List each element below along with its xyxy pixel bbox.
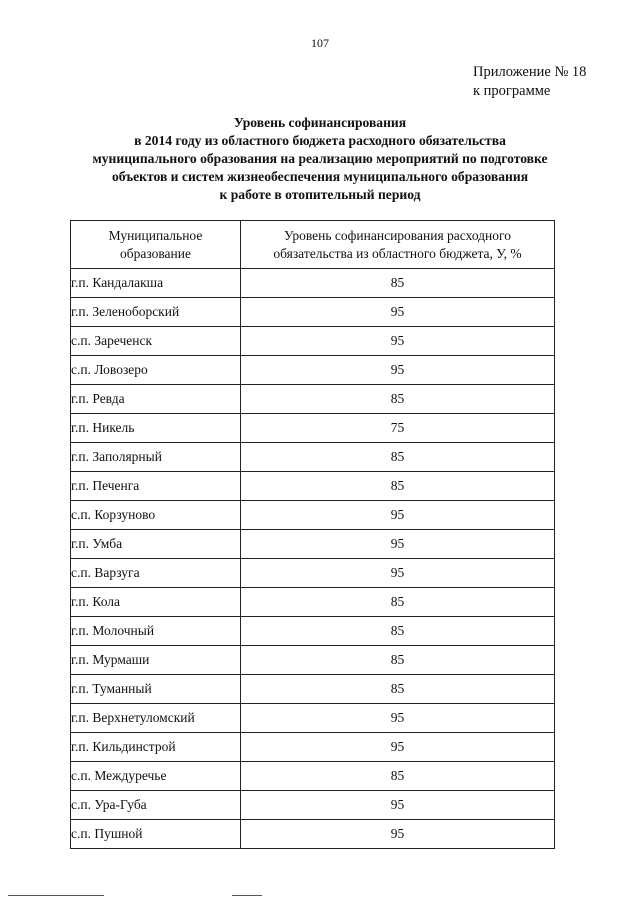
cofinancing-value-cell: 85 [241,443,555,472]
title-line: к работе в отопительный период [219,187,421,202]
cofinancing-value-cell: 85 [241,588,555,617]
table-row [71,530,555,559]
cofinancing-value-cell: 95 [241,820,555,849]
table-body [71,269,555,849]
cofinancing-value-cell: 75 [241,414,555,443]
cofinancing-value-cell: 85 [241,269,555,298]
municipality-cell: г.п. Умба [71,530,241,559]
annex-program: к программе [473,83,551,99]
table-header-row [71,221,555,269]
cofinancing-value-cell: 95 [241,501,555,530]
municipality-cell: г.п. Кандалакша [71,269,241,298]
municipality-cell: с.п. Ловозеро [71,356,241,385]
footer-divider [232,895,262,896]
municipality-cell: с.п. Междуречье [71,762,241,791]
cofinancing-table [70,220,555,849]
table-row [71,327,555,356]
municipality-cell: г.п. Ревда [71,385,241,414]
municipality-cell: с.п. Корзуново [71,501,241,530]
municipality-cell: г.п. Молочный [71,617,241,646]
cofinancing-value-cell: 95 [241,530,555,559]
table-row [71,617,555,646]
municipality-cell: г.п. Зеленоборский [71,298,241,327]
table-row [71,269,555,298]
title-line: муниципального образования на реализацию мероприятий по подготовке [92,151,548,166]
cofinancing-value-cell: 85 [241,617,555,646]
title-line: объектов и систем жизнеобеспечения муниципального образования [111,169,529,184]
cofinancing-value-cell: 85 [241,762,555,791]
annex-label [473,63,586,101]
column-header-cofinancing-level: Уровень софинансирования расходного обязательства из областного бюджета, У, % [241,221,555,269]
document-title [0,114,640,204]
cofinancing-value-cell: 95 [241,733,555,762]
table-row [71,646,555,675]
table-row [71,820,555,849]
municipality-cell: с.п. Зареченск [71,327,241,356]
table-row [71,501,555,530]
table-row [71,762,555,791]
cofinancing-value-cell: 85 [241,646,555,675]
cofinancing-value-cell: 95 [241,791,555,820]
municipality-cell: г.п. Печенга [71,472,241,501]
cofinancing-value-cell: 85 [241,385,555,414]
cofinancing-value-cell: 95 [241,298,555,327]
municipality-cell: г.п. Кильдинстрой [71,733,241,762]
table-row [71,414,555,443]
municipality-cell: с.п. Пушной [71,820,241,849]
cofinancing-value-cell: 95 [241,559,555,588]
title-line: в 2014 году из областного бюджета расходного обязательства [134,133,506,148]
title-line: Уровень софинансирования [233,115,407,130]
municipality-cell: г.п. Мурмаши [71,646,241,675]
table-row [71,472,555,501]
cofinancing-value-cell: 95 [241,704,555,733]
municipality-cell: с.п. Варзуга [71,559,241,588]
cofinancing-value-cell: 85 [241,675,555,704]
table-row [71,559,555,588]
cofinancing-value-cell: 85 [241,472,555,501]
table-row [71,675,555,704]
table-row [71,733,555,762]
table-row [71,791,555,820]
cofinancing-value-cell: 95 [241,356,555,385]
municipality-cell: г.п. Туманный [71,675,241,704]
annex-number: Приложение № 18 [473,64,587,80]
column-header-municipality: Муниципальное образование [71,221,241,269]
municipality-cell: с.п. Ура-Губа [71,791,241,820]
page-number: 107 [311,36,329,50]
municipality-cell: г.п. Заполярный [71,443,241,472]
cofinancing-value-cell: 95 [241,327,555,356]
table-row [71,298,555,327]
footer-divider [8,895,104,896]
municipality-cell: г.п. Кола [71,588,241,617]
table-row [71,588,555,617]
table-row [71,704,555,733]
municipality-cell: г.п. Верхнетуломский [71,704,241,733]
table-row [71,443,555,472]
municipality-cell: г.п. Никель [71,414,241,443]
table-row [71,356,555,385]
table-row [71,385,555,414]
